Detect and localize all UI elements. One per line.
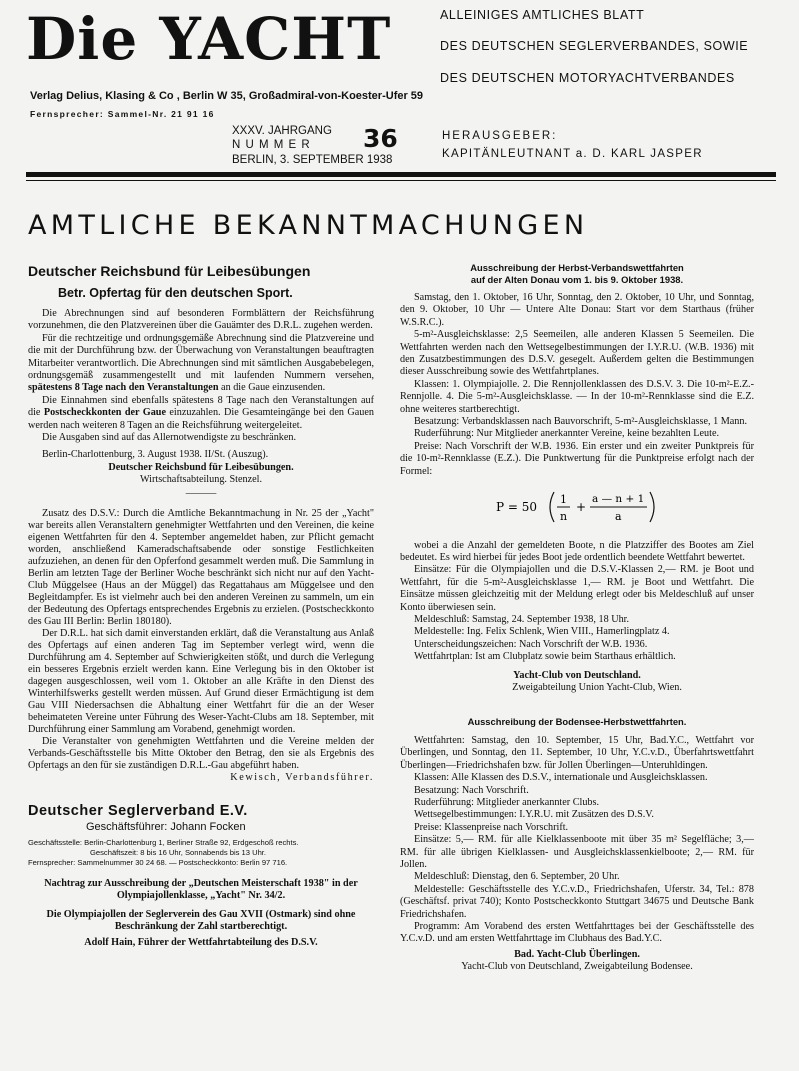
- issue-number: 36: [363, 124, 398, 153]
- dsv-address: Geschäftsstelle: Berlin-Charlottenburg 1, Berliner Straße 92, Erdgeschoß rechts.: [28, 837, 299, 847]
- formula-one: 1: [560, 493, 567, 507]
- formula-numerator: a — n + 1: [592, 493, 645, 506]
- herbst-subheading: auf der Alten Donau vom 1. bis 9. Oktober 1938.: [470, 273, 684, 285]
- issue-date: BERLIN, 3. SEPTEMBER 1938: [232, 154, 393, 166]
- paragraph: Klassen: Alle Klassen des D.S.V., internationale und Ausgleichsklassen.: [414, 772, 708, 784]
- text-run: Die Einnahmen sind ebenfalls spätestens 8 Tage nach den Veranstaltungen auf die: [28, 394, 374, 419]
- paragraph: Klassen: 1. Olympiajolle. 2. Die Rennjollenklassen des D.S.V. 3. Die 10-m²-E.Z.-Rennjolle. 4. Die 5-m²-Ausgleichsklasse. — In der 10-m²-Rennklasse sind die E.Z. ohne weiteres startberechtigt.: [400, 378, 754, 415]
- left-column: [28, 263, 374, 949]
- paragraph: [28, 395, 374, 432]
- dateline: Berlin-Charlottenburg, 3. August 1938. II/St. (Auszug).: [42, 449, 269, 461]
- paragraph: Programm: Am Vorabend des ersten Wettfahrttages bei der Geschäftsstelle des Y.C.v.D. und am ersten Wettfahrttage im Clubhaus des Bad.Y.C.: [400, 920, 754, 945]
- editor-name: KAPITÄNLEUTNANT a. D. KARL JASPER: [442, 148, 703, 160]
- editor-label: HERAUSGEBER:: [442, 130, 558, 142]
- formula-plus: +: [576, 500, 587, 515]
- formula-n: n: [560, 510, 568, 524]
- signature-bodensee: Yacht-Club von Deutschland, Zweigabteilung Bodensee.: [461, 961, 693, 973]
- masthead-rule-thick: [26, 172, 776, 177]
- paragraph: Besatzung: Verbandsklassen nach Bauvorschrift, 5-m²-Ausgleichsklasse, 1 Mann.: [414, 416, 748, 428]
- herbst-heading: Ausschreibung der Herbst-Verbandswettfahrten: [470, 262, 684, 273]
- paragraph: Die Abrechnungen sind auf besonderen Formblättern der Reichsführung vorzunehmen, die den Platzvereinen über die Gauämter des D.R.L. zugehen werden.: [28, 308, 374, 332]
- signature-bad-yc: Bad. Yacht-Club Überlingen.: [514, 948, 640, 960]
- text-run: Für die rechtzeitige und ordnungsgemäße Abrechnung sind die Platzvereine und die mit der Durchführung bzw. der Überwachung von Veranstaltungen beauftragten Mitarbeiter verantwortlich. Die Abrechnungen sind mit sämtlichen Ausgabebelegen, ordnungsgemäß zusammengestellt und mit laufenden Nummern versehen,: [28, 332, 374, 382]
- paragraph: Unterscheidungszeichen: Nach Vorschrift der W.B. 1936.: [414, 638, 648, 650]
- emphasis: Postscheckkonten der Gaue: [43, 407, 166, 419]
- paragraph: Besatzung: Nach Vorschrift.: [414, 784, 529, 796]
- signature-union: Zweigabteilung Union Yacht-Club, Wien.: [512, 681, 682, 693]
- paragraph: Meldestelle: Ing. Felix Schlenk, Wien VIII., Hamerlingplatz 4.: [414, 626, 670, 638]
- punkt-formula: [400, 486, 754, 531]
- volume: XXXV. JAHRGANG: [232, 125, 332, 137]
- signature-ycvd: Yacht-Club von Deutschland.: [513, 669, 641, 681]
- paragraph: [28, 333, 374, 395]
- paragraph: Meldeschluß: Dienstag, den 6. September, 20 Uhr.: [414, 871, 620, 883]
- signature-hain: Adolf Hain, Führer der Wettfahrtabteilung des D.S.V.: [84, 936, 318, 948]
- paragraph: Wettfahrten: Samstag, den 10. September, 15 Uhr, Bad.Y.C., Wettfahrt vor Überlingen, und Sonntag, den 11. September, 10 Uhr, Y.C.v.D., Überfahrtswettfahrt Überlingen—Friedrichshafen bzw. für Jollen Überlingen—Unteruhldingen.: [400, 734, 754, 771]
- opfertag-subheading: Betr. Opfertag für den deutschen Sport.: [58, 286, 293, 300]
- text-run: einzuzahlen. Die Gesamteingänge bei den Gauen werden nach weiteren 8 Tagen an die Reichsführung weitergeleitet.: [28, 407, 375, 431]
- paragraph: Meldestelle: Geschäftsstelle des Y.C.v.D., Friedrichshafen, Uferstr. 34, Tel.: 878 (Geschäftsf. privat 740); Konto Postscheckkonto Stuttgart 34675 und Deutsche Bank Friedrichshafen.: [400, 883, 754, 920]
- masthead-rule-thin: [26, 180, 776, 181]
- signature-kewisch: Kewisch, Verbandsführer.: [230, 772, 374, 784]
- text-run: an die Gaue einzusenden.: [221, 382, 326, 394]
- signature-org: Deutscher Reichsbund für Leibesübungen.: [108, 461, 294, 473]
- formula-p50: P = 50: [496, 500, 538, 515]
- dsv-hours: Geschäftszeit: 8 bis 16 Uhr, Sonnabends bis 13 Uhr.: [90, 847, 267, 857]
- paragraph: Ruderführung: Nur Mitglieder anerkannter Vereine, keine bezahlten Leute.: [414, 428, 720, 440]
- formula-graphic: [492, 486, 662, 528]
- number-label: N U M M E R: [232, 139, 311, 151]
- phone-line: Fernsprecher: Sammel-Nr. 21 91 16: [30, 109, 215, 119]
- dsv-leader: Geschäftsführer: Johann Focken: [86, 820, 246, 833]
- dsv-heading: Deutscher Seglerverband E.V.: [28, 802, 248, 819]
- paragraph: Preise: Nach Vorschrift der W.B. 1936. Ein erster und ein zweiter Punktpreis für die 10-m²-Rennklasse (E.Z.). Die Punktwertung für die Punktpreise erfolgt nach der Formel:: [400, 440, 754, 477]
- paragraph: Samstag, den 1. Oktober, 16 Uhr, Sonntag, den 2. Oktober, 10 Uhr, und Sonntag, den 9. Oktober, 10 Uhr — Untere Alte Donau: Start vor dem Starthaus (früher W.S.R.C.).: [400, 292, 754, 328]
- paragraph: Der D.R.L. hat sich damit einverstanden erklärt, daß die Veranstaltung aus Anlaß des Opfertags auf einen anderen Tag im September verlegt wird, wenn die Durchführung am 4. September auf Schwierigkeiten stößt, und durch die Verlegung ein besseres Ergebnis erzielt werden kann. Eine Verlegung bis in den Oktober ist dagegen ausgeschlossen, weil vom 1. Oktober an alle Kräfte in den Dienst des Winterhilfswerks gestellt werden müssen. Auf Grund dieser Ermächtigung ist dem Gau VIII Niedersachsen die Abhaltung einer Wettfahrt für die an der Weser beheimateten Vereine unter Führung des Weser-Yacht-Clubs am 18. September, mit Durchführung einer Sammlung am Vorabend, genehmigt worden.: [28, 628, 374, 736]
- paragraph: Wettfahrtplan: Ist am Clubplatz sowie beim Starthaus erhältlich.: [414, 651, 676, 663]
- paragraph: Die Ausgaben sind auf das Allernotwendigste zu beschränken.: [42, 432, 297, 444]
- main-heading: AMTLICHE BEKANNTMACHUNGEN: [28, 210, 589, 241]
- paragraph: 5-m²-Ausgleichsklasse: 2,5 Seemeilen, alle anderen Klassen 5 Seemeilen. Die Wettfahrten werden nach den Wettsegelbestimmungen der I.Y.R.U. (W.B. 1936) mit den Zusatzbestimmungen des D.S.V. gesegelt. Außerdem gelten die Bestimmungen dieser Ausschreibung sowie des Wettfahrtplanes.: [400, 329, 754, 378]
- separator: ———: [185, 487, 217, 499]
- paragraph: Einsätze: Für die Olympiajollen und die D.S.V.-Klassen 2,— RM. je Boot und Wettfahrt, für die 5-m²-Ausgleichsklasse 1,— RM. je Boot und Wettfahrt. Die Einsätze müssen gleichzeitig mit der Meldung erlegt oder bis Meldeschluß auf unser Konto überwiesen sein.: [400, 564, 754, 613]
- reichsbund-heading: Deutscher Reichsbund für Leibesübungen: [28, 263, 311, 279]
- paragraph: Zusatz des D.S.V.: Durch die Amtliche Bekanntmachung in Nr. 25 der „Yacht" war bereits allen Veranstaltern genehmigter Wettfahrten und den Vereinen, die keine eigenen Wettfahrten für den 4. September angemeldet haben, zur Pflicht gemacht worden, anschließend Kameradschaftsabende oder sonstige Festlichkeiten aufzuziehen, an denen für den Opferfond gesammelt werden muß. Die Sammlung in Berlin am letzten Tage der Berliner Woche beschränkt sich nicht nur auf den Yacht-Club Müggelsee (Haus an der Müggel) das Regattahaus am Müggelsee und den Begleitdampfer. Es ist vielmehr auch bei den anderen Vereinen zu sammeln, um ein der Bedeutung des Opfertags entsprechendes Ergebnis zu erzielen. (Postscheckkonto des Gau III Berlin: Berlin 180180).: [28, 508, 374, 628]
- paragraph: wobei a die Anzahl der gemeldeten Boote, n die Platzziffer des Bootes am Ziel bedeutet. Es wird hierbei für jedes Boot jede ordentlich beendete Wettfahrt bewertet.: [400, 539, 754, 563]
- paragraph: Preise: Klassenpreise nach Vorschrift.: [414, 821, 569, 833]
- bodensee-heading: Ausschreibung der Bodensee-Herbstwettfahrten.: [467, 716, 687, 728]
- paragraph: Einsätze: 5,— RM. für alle Kielklassenboote mit über 35 m² Segelfläche; 3,— RM. für alle übrigen Kielklassen- und Ausgleichsklassenkielboote; 2,— RM. für Jollen.: [400, 834, 754, 870]
- tagline-line-3: DES DEUTSCHEN MOTORYACHTVERBANDES: [440, 71, 735, 85]
- paragraph: Meldeschluß: Samstag, 24. September 1938, 18 Uhr.: [414, 613, 630, 625]
- formula-a: a: [615, 510, 622, 524]
- masthead-title: Die YACHT: [26, 5, 392, 73]
- publisher-line: Verlag Delius, Klasing & Co , Berlin W 35, Großadmiral-von-Koester-Ufer 59: [30, 90, 424, 102]
- paragraph: Wettsegelbestimmungen: I.Y.R.U. mit Zusätzen des D.S.V.: [414, 809, 654, 821]
- olympiajollen-text: Die Olympiajollen der Seglerverein des Gau XVII (Ostmark) sind ohne Beschränkung der Zahl startberechtigt.: [46, 908, 356, 933]
- dsv-phone: Fernsprecher: Sammelnummer 30 24 68. — Postscheckkonto: Berlin 97 716.: [28, 857, 288, 867]
- tagline-line-1: ALLEINIGES AMTLICHES BLATT: [440, 8, 645, 22]
- emphasis: spätestens 8 Tage nach den Veranstaltungen: [28, 382, 219, 394]
- right-column: [400, 262, 754, 974]
- nachtrag-heading: Nachtrag zur Ausschreibung der „Deutschen Meisterschaft 1938" in der Olympiajollenklasse, „Yacht" Nr. 34/2.: [44, 877, 358, 902]
- paragraph: Ruderführung: Mitglieder anerkannter Clubs.: [414, 796, 600, 808]
- tagline-line-2: DES DEUTSCHEN SEGLERVERBANDES, SOWIE: [440, 39, 749, 53]
- paragraph: Die Veranstalter von genehmigten Wettfahrten und die Vereine melden der Verbands-Geschäftsstelle bis Mitte Oktober den Betrag, den sie als Ergebnis des Opfertags an den für sie zuständigen D.R.L.-Gau abgeführt haben.: [28, 736, 374, 772]
- signature-dept: Wirtschaftsabteilung. Stenzel.: [139, 474, 263, 486]
